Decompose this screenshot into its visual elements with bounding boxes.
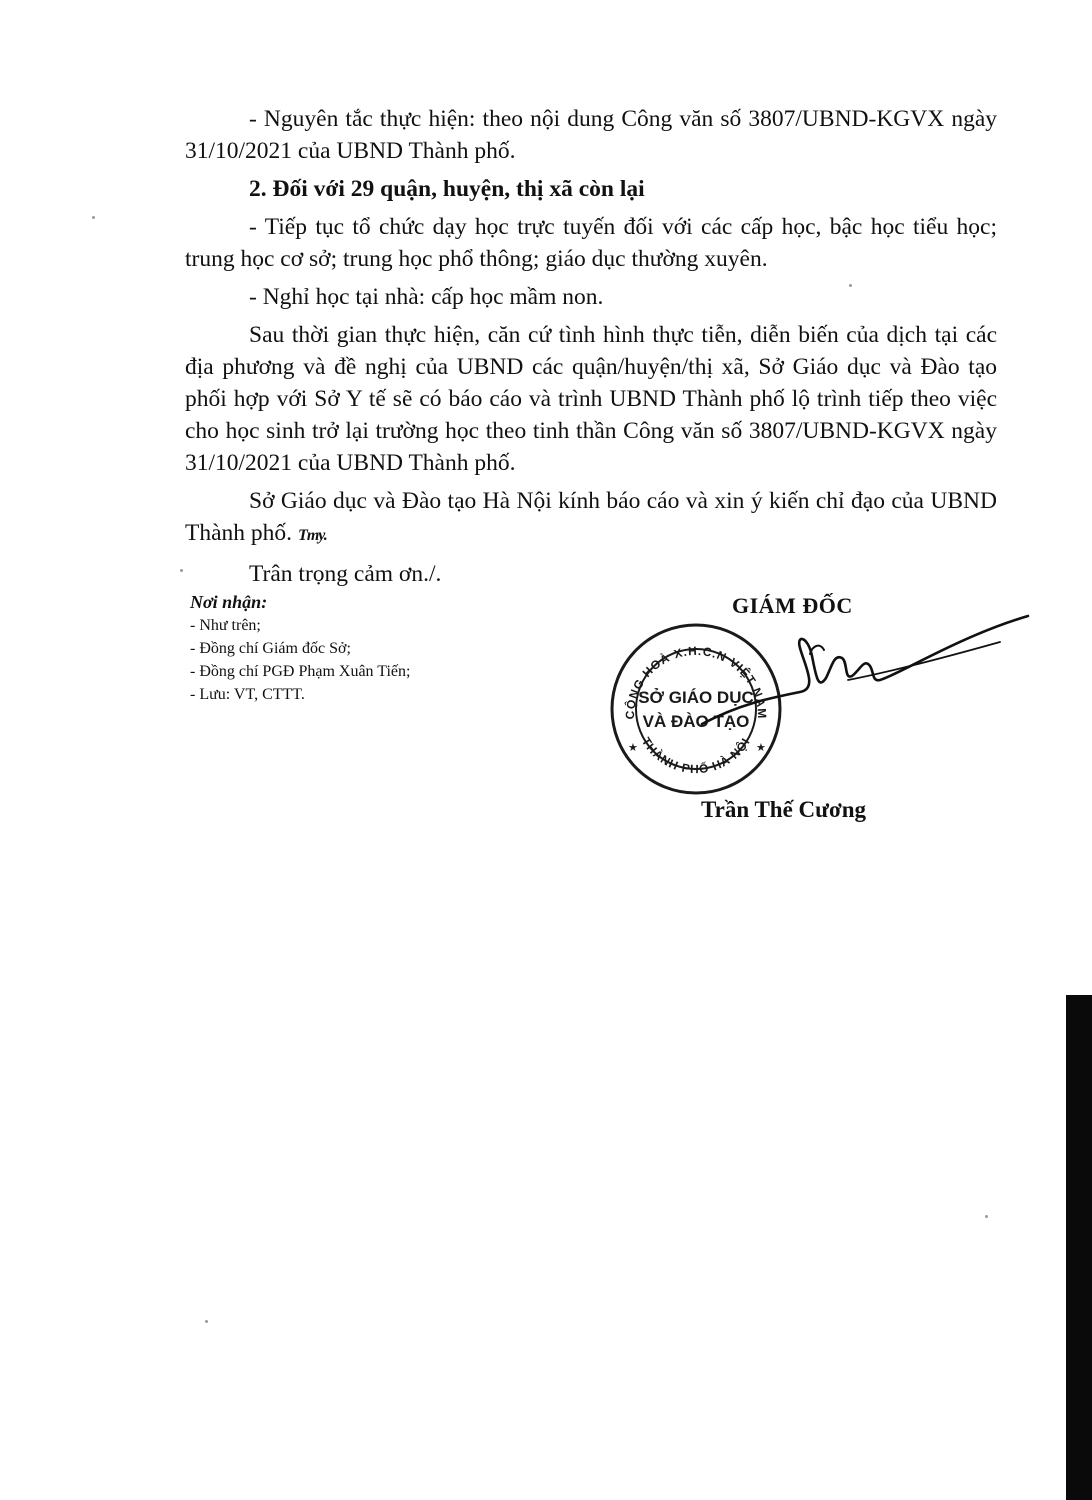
recipient-item: - Như trên;: [190, 617, 261, 634]
scan-speck: [849, 284, 852, 287]
seal-inner-line-1: SỞ GIÁO DỤC: [638, 688, 754, 707]
svg-text:★: ★: [756, 742, 766, 754]
paragraph-online-teaching: - Tiếp tục tổ chức dạy học trực tuyến đối với các cấp học, bậc học tiểu học; trung học cơ sở; trung học phổ thông; giáo dục thường xuyên.: [185, 214, 997, 272]
seal-outer-top-text: CỘNG HOÀ X.H.C.N VIỆT NAM: [622, 643, 770, 720]
recipient-item: - Đồng chí Giám đốc Sở;: [190, 640, 351, 657]
paragraph-after-period: Sau thời gian thực hiện, căn cứ tình hình thực tiễn, diễn biến của dịch tại các địa phương và đề nghị của UBND các quận/huyện/thị xã, Sở Giáo dục và Đào tạo phối hợp với Sở Y tế sẽ có báo cáo và trình UBND Thành phố lộ trình tiếp theo việc cho học sinh trở lại trường học theo tinh thần Công văn số 3807/UBND-KGVX ngày 31/10/2021 của UBND Thành phố.: [185, 322, 997, 476]
paragraph-thanks: Trân trọng cảm ơn./.: [249, 561, 442, 587]
recipient-item: - Lưu: VT, CTTT.: [190, 686, 305, 703]
svg-text:★: ★: [628, 742, 638, 754]
report-request-text: Sở Giáo dục và Đào tạo Hà Nội kính báo cáo và xin ý kiến chỉ đạo của UBND Thành phố.: [185, 488, 997, 546]
paragraph-principle: - Nguyên tắc thực hiện: theo nội dung Công văn số 3807/UBND-KGVX ngày 31/10/2021 của UBND Thành phố.: [185, 106, 997, 164]
handwritten-initials: Tmy.: [298, 527, 327, 544]
scan-speck: [205, 1320, 208, 1323]
scan-speck: [985, 1215, 988, 1218]
paragraph-report-request: [185, 485, 997, 552]
paragraph-stay-home: - Nghỉ học tại nhà: cấp học mầm non.: [249, 284, 604, 310]
seal-inner-line-2: VÀ ĐÀO TẠO: [642, 712, 750, 731]
scan-speck: [180, 569, 183, 572]
document-body: [185, 103, 997, 596]
seal-outer-bottom-text: THÀNH PHỐ HÀ NỘI: [638, 734, 754, 777]
recipient-item: - Đồng chí PGĐ Phạm Xuân Tiến;: [190, 663, 411, 680]
scan-speck: [92, 216, 95, 219]
recipients-block: [190, 591, 550, 706]
signer-name: Trần Thế Cương: [701, 797, 866, 822]
section-2-heading: 2. Đối với 29 quận, huyện, thị xã còn lại: [249, 176, 645, 202]
scan-edge-shadow: [1066, 995, 1092, 1500]
signature-icon: [700, 606, 1040, 736]
signer-title: GIÁM ĐỐC: [732, 593, 853, 618]
recipients-label: Nơi nhận:: [190, 592, 268, 612]
svg-text:THÀNH PHỐ HÀ NỘI: [639, 735, 753, 776]
